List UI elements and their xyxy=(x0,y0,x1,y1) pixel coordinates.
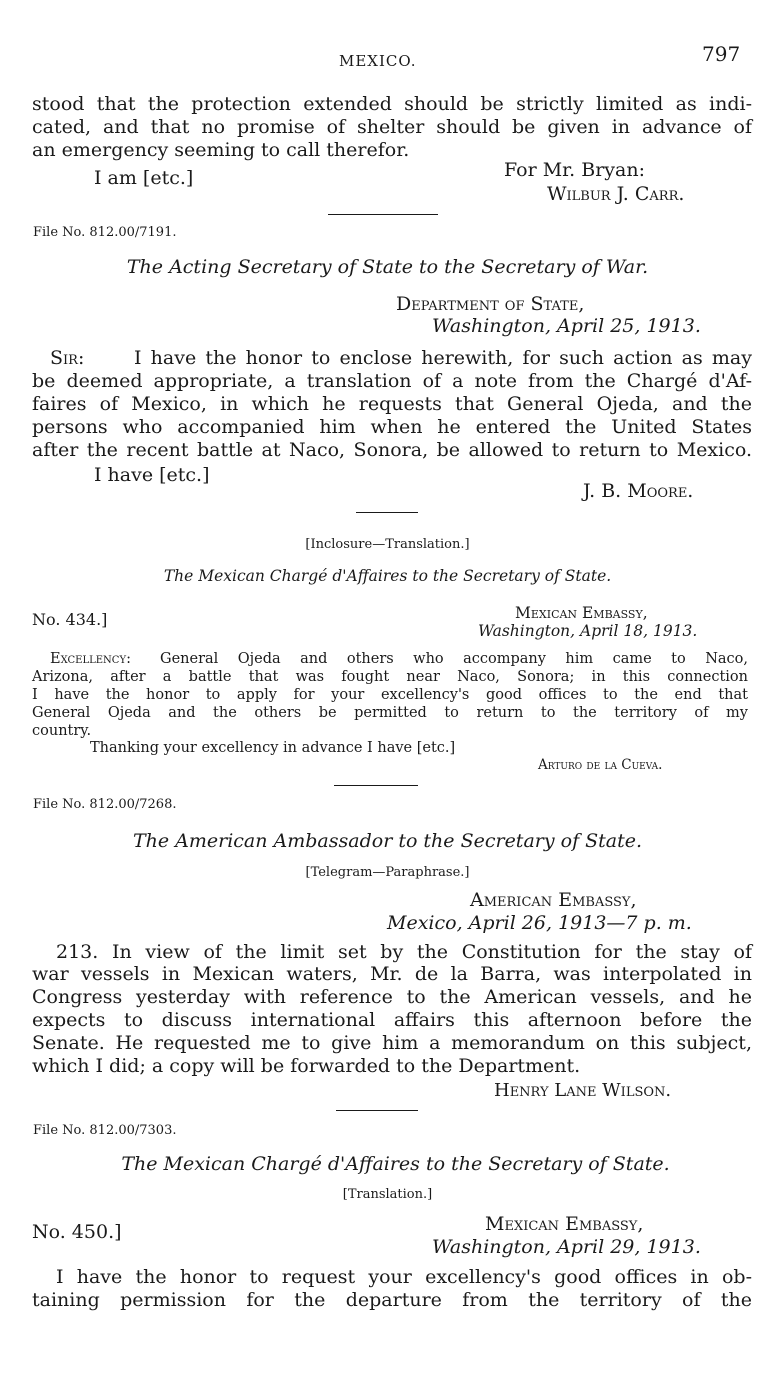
dateline-org: Mexican Embassy, xyxy=(485,1213,644,1235)
divider xyxy=(334,785,418,786)
body-line: expects to discuss international affairs this afternoon before the xyxy=(32,1009,752,1031)
body-line: I have the honor to enclose herewith, for such action as may xyxy=(134,347,752,369)
document-title: The American Ambassador to the Secretary of State. xyxy=(132,830,643,852)
document-number: No. 450.] xyxy=(32,1221,122,1243)
document-title: The Mexican Chargé d'Affaires to the Secretary of State. xyxy=(163,567,612,585)
body-line: Congress yesterday with reference to the American vessels, and he xyxy=(32,986,752,1008)
file-number: File No. 812.00/7268. xyxy=(33,797,177,812)
body-line: I have the honor to request your excellency's good offices in ob- xyxy=(56,1266,752,1288)
document-title: The Acting Secretary of State to the Secretary of War. xyxy=(126,256,649,278)
dateline-place-date: Washington, April 25, 1913. xyxy=(432,315,701,337)
body-line: country. xyxy=(32,723,92,739)
divider xyxy=(328,214,438,215)
closing: I have [etc.] xyxy=(94,464,210,486)
file-number: File No. 812.00/7191. xyxy=(33,225,177,240)
dateline-place-date: Washington, April 29, 1913. xyxy=(432,1236,701,1258)
body-line: I have the honor to apply for your excellency's good offices to the end that xyxy=(32,687,748,703)
body-line: taining permission for the departure from the territory of the xyxy=(32,1289,752,1311)
dateline-place-date: Mexico, April 26, 1913—7 p. m. xyxy=(387,912,692,934)
signature: Henry Lane Wilson. xyxy=(494,1080,672,1101)
body-line: General Ojeda and the others be permitted to return to the territory of my xyxy=(32,705,748,721)
translation-label: [Translation.] xyxy=(342,1187,433,1202)
salutation: Sir: xyxy=(50,347,85,369)
closing: I am [etc.] xyxy=(94,167,194,189)
body-line: persons who accompanied him when he entered the United States xyxy=(32,416,752,438)
signature-for: For Mr. Bryan: xyxy=(504,159,645,181)
continuation-line: an emergency seeming to call therefor. xyxy=(32,139,410,161)
page-number: 797 xyxy=(702,42,741,66)
dateline-org: Department of State, xyxy=(396,293,585,315)
dateline-org: American Embassy, xyxy=(470,889,637,911)
dateline-place-date: Washington, April 18, 1913. xyxy=(478,622,698,640)
inclosure-label: [Inclosure—Translation.] xyxy=(305,537,470,552)
body-line: faires of Mexico, in which he requests that General Ojeda, and the xyxy=(32,393,752,415)
file-number: File No. 812.00/7303. xyxy=(33,1123,177,1138)
body-line: 213. In view of the limit set by the Constitution for the stay of xyxy=(56,941,752,963)
running-head: MEXICO. xyxy=(339,52,417,70)
body-line: Senate. He requested me to give him a memorandum on this subject, xyxy=(32,1032,752,1054)
body-line: which I did; a copy will be forwarded to the Department. xyxy=(32,1055,581,1077)
divider xyxy=(336,1110,418,1111)
salutation: Excellency: xyxy=(50,651,131,667)
signature: Arturo de la Cueva. xyxy=(538,757,663,773)
continuation-line: stood that the protection extended should be strictly limited as indi- xyxy=(32,93,752,115)
dateline-org: Mexican Embassy, xyxy=(515,604,648,622)
body-line: Arizona, after a battle that was fought near Naco, Sonora; in this connection xyxy=(32,669,748,685)
body-line: war vessels in Mexican waters, Mr. de la Barra, was interpolated in xyxy=(32,963,752,985)
signature: J. B. Moore. xyxy=(583,480,694,502)
body-line: be deemed appropriate, a translation of a note from the Chargé d'Af- xyxy=(32,370,752,392)
closing: Thanking your excellency in advance I have [etc.] xyxy=(90,740,456,756)
body-line: after the recent battle at Naco, Sonora, be allowed to return to Mexico. xyxy=(32,439,752,461)
document-number: No. 434.] xyxy=(32,610,108,629)
telegram-label: [Telegram—Paraphrase.] xyxy=(305,865,470,880)
continuation-line: cated, and that no promise of shelter should be given in advance of xyxy=(32,116,752,138)
divider xyxy=(356,512,418,513)
body-line: General Ojeda and others who accompany him came to Naco, xyxy=(160,651,748,667)
signature: Wilbur J. Carr. xyxy=(547,183,685,205)
document-title: The Mexican Chargé d'Affaires to the Secretary of State. xyxy=(121,1153,670,1175)
